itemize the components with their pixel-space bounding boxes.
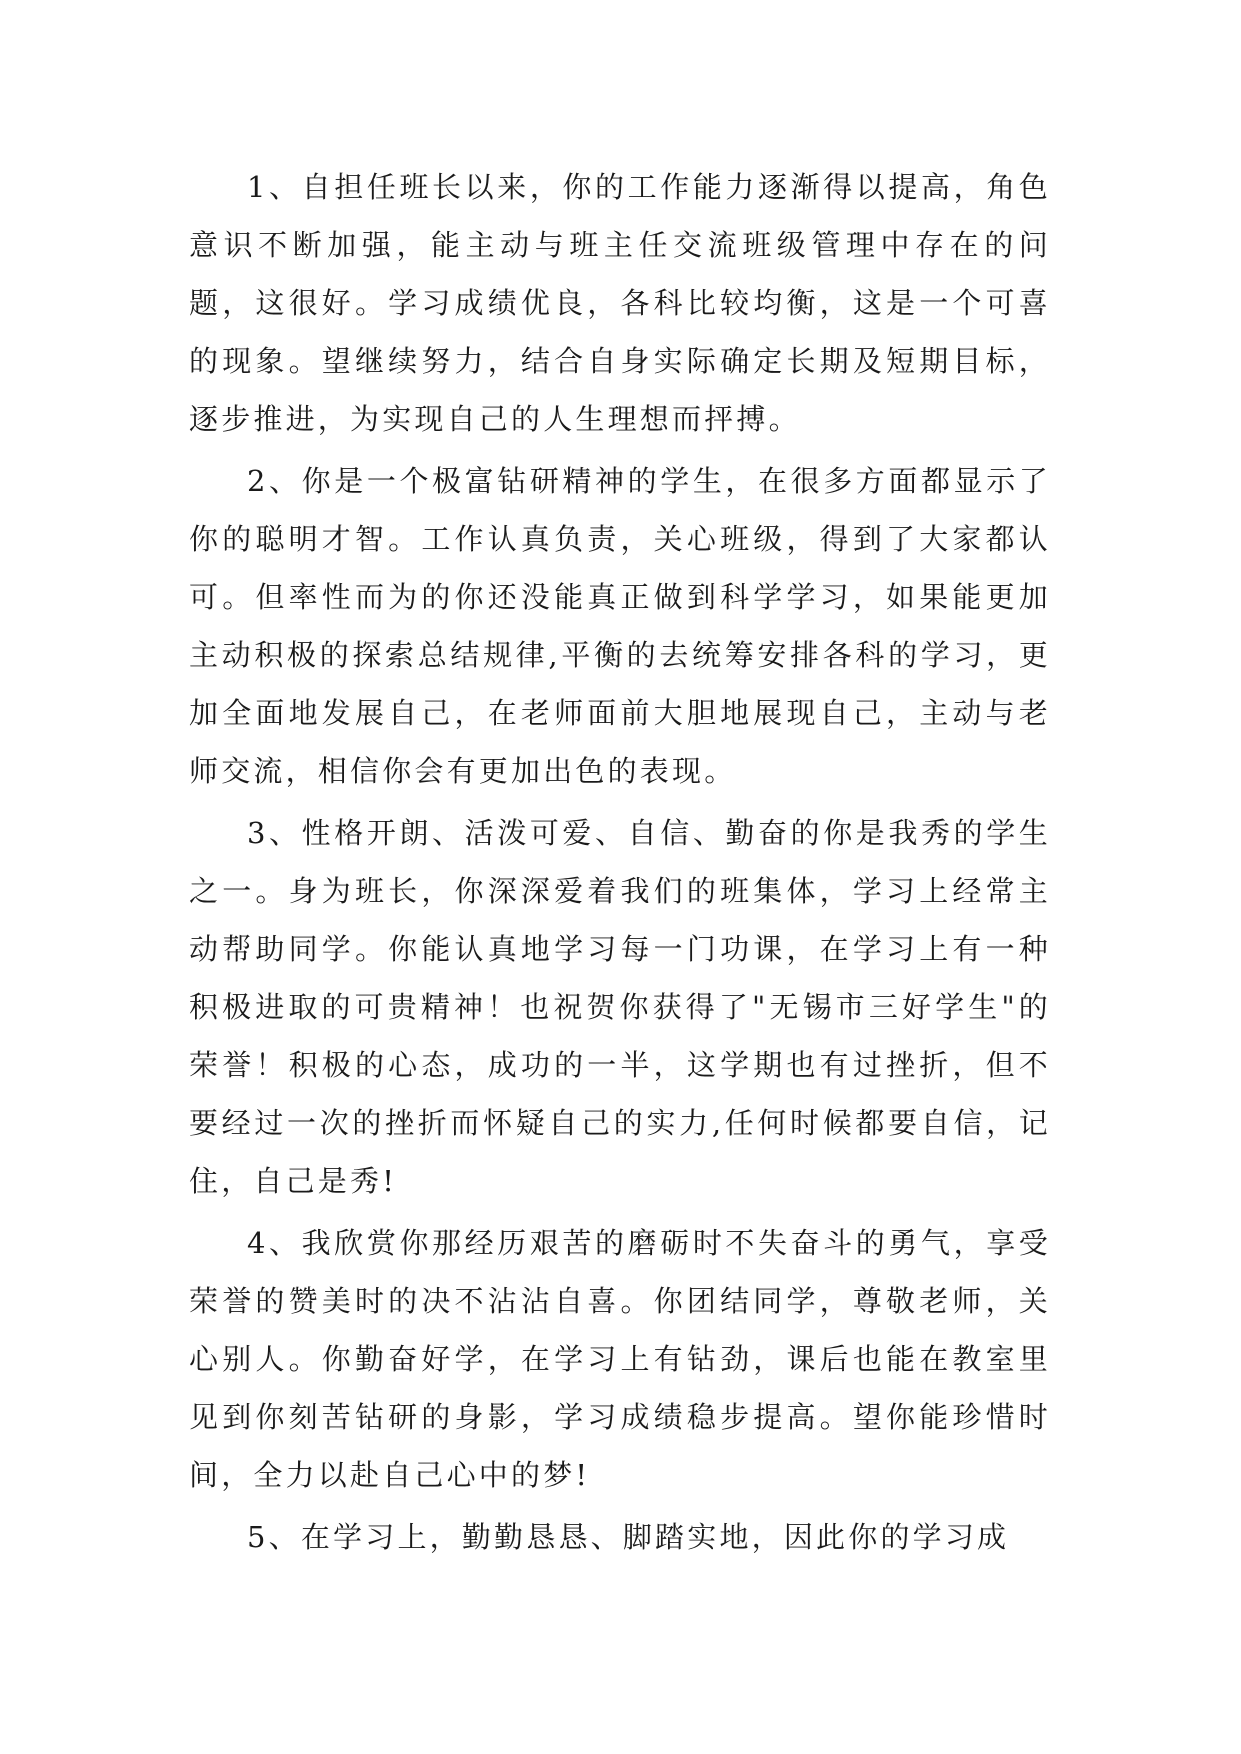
paragraph-3: 3、性格开朗、活泼可爱、自信、勤奋的你是我秀的学生之一。身为班长，你深深爱着我们的班集体，学习上经常主动帮助同学。你能认真地学习每一门功课，在学习上有一种积极进取的可贵精神！也祝贺你获得了"无锡市三好学生"的荣誉！积极的心态，成功的一半，这学期也有过挫折，但不要经过一次的挫折而怀疑自己的实力,任何时候都要自信，记住，自己是秀! [189, 816, 1051, 1198]
paragraph-2: 2、你是一个极富钻研精神的学生，在很多方面都显示了你的聪明才智。工作认真负责，关心班级，得到了大家都认可。但率性而为的你还没能真正做到科学学习，如果能更加主动积极的探索总结规律,平衡的去统筹安排各科的学习，更加全面地发展自己，在老师面前大胆地展现自己，主动与老师交流，相信你会有更加出色的表现。 [189, 464, 1051, 788]
paragraph-1: 1、自担任班长以来，你的工作能力逐渐得以提高，角色意识不断加强，能主动与班主任交流班级管理中存在的问题，这很好。学习成绩优良，各科比较均衡，这是一个可喜的现象。望继续努力，结合自身实际确定长期及短期目标，逐步推进，为实现自己的人生理想而抨搏。 [189, 170, 1051, 436]
paragraph-5: 5、在学习上，勤勤恳恳、脚踏实地，因此你的学习成 [247, 1520, 1010, 1554]
paragraph-4: 4、我欣赏你那经历艰苦的磨砺时不失奋斗的勇气，享受荣誉的赞美时的决不沾沾自喜。你团结同学，尊敬老师，关心别人。你勤奋好学，在学习上有钻劲，课后也能在教室里见到你刻苦钻研的身影，学习成绩稳步提高。望你能珍惜时间，全力以赴自己心中的梦! [189, 1226, 1051, 1492]
document-body [189, 158, 1051, 1570]
